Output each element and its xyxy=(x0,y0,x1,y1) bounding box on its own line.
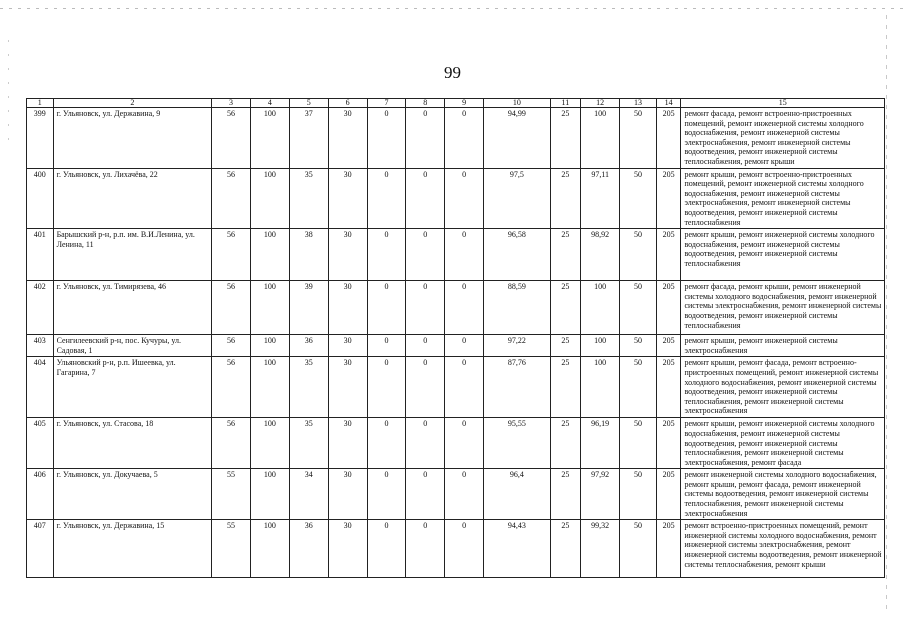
table-header-row xyxy=(27,99,885,108)
value-cell: 30 xyxy=(328,108,367,169)
value-cell: 25 xyxy=(550,520,581,578)
value-cell: 50 xyxy=(620,418,657,469)
value-cell: 34 xyxy=(289,469,328,520)
address-cell: г. Ульяновск, ул. Тимирязева, 46 xyxy=(53,281,212,335)
value-cell: 36 xyxy=(289,520,328,578)
column-header: 4 xyxy=(250,99,289,108)
table-row xyxy=(27,229,885,281)
value-cell: 50 xyxy=(620,335,657,357)
value-cell: 0 xyxy=(406,168,445,229)
value-cell: 0 xyxy=(445,281,484,335)
value-cell: 25 xyxy=(550,229,581,281)
value-cell: 56 xyxy=(212,108,251,169)
value-cell: 25 xyxy=(550,418,581,469)
value-cell: 0 xyxy=(406,335,445,357)
column-header: 6 xyxy=(328,99,367,108)
value-cell: 50 xyxy=(620,229,657,281)
address-cell: г. Ульяновск, ул. Лихачёва, 22 xyxy=(53,168,212,229)
value-cell: 0 xyxy=(367,520,406,578)
value-cell: 0 xyxy=(445,335,484,357)
value-cell: 56 xyxy=(212,281,251,335)
value-cell: 0 xyxy=(367,168,406,229)
value-cell: 30 xyxy=(328,229,367,281)
row-number-cell: 401 xyxy=(27,229,54,281)
value-cell: 0 xyxy=(406,281,445,335)
value-cell: 96,58 xyxy=(484,229,550,281)
value-cell: 97,5 xyxy=(484,168,550,229)
works-cell: ремонт фасада, ремонт встроенно-пристроенных помещений, ремонт инженерной системы холодного водоснабжения, ремонт инженерной системы электроснабжения, ремонт инженерной системы водоотведения, ремонт инженерной системы теплоснабжения, ремонт крыши xyxy=(681,108,885,169)
value-cell: 100 xyxy=(250,108,289,169)
row-number-cell: 406 xyxy=(27,469,54,520)
value-cell: 25 xyxy=(550,281,581,335)
works-cell: ремонт крыши, ремонт инженерной системы электроснабжения xyxy=(681,335,885,357)
table-row xyxy=(27,520,885,578)
value-cell: 0 xyxy=(406,418,445,469)
value-cell: 38 xyxy=(289,229,328,281)
address-cell: Сенгилеевский р-н, пос. Кучуры, ул. Садовая, 1 xyxy=(53,335,212,357)
value-cell: 0 xyxy=(406,357,445,418)
address-cell: Ульяновский р-н, р.п. Ишеевка, ул. Гагарина, 7 xyxy=(53,357,212,418)
value-cell: 37 xyxy=(289,108,328,169)
row-number-cell: 403 xyxy=(27,335,54,357)
value-cell: 30 xyxy=(328,281,367,335)
column-header: 8 xyxy=(406,99,445,108)
value-cell: 87,76 xyxy=(484,357,550,418)
value-cell: 0 xyxy=(367,418,406,469)
address-cell: г. Ульяновск, ул. Державина, 15 xyxy=(53,520,212,578)
value-cell: 30 xyxy=(328,357,367,418)
value-cell: 100 xyxy=(250,335,289,357)
value-cell: 39 xyxy=(289,281,328,335)
row-number-cell: 404 xyxy=(27,357,54,418)
row-number-cell: 399 xyxy=(27,108,54,169)
value-cell: 55 xyxy=(212,520,251,578)
value-cell: 100 xyxy=(250,281,289,335)
column-header: 9 xyxy=(445,99,484,108)
value-cell: 97,11 xyxy=(581,168,620,229)
value-cell: 25 xyxy=(550,469,581,520)
value-cell: 0 xyxy=(445,357,484,418)
value-cell: 50 xyxy=(620,357,657,418)
value-cell: 35 xyxy=(289,418,328,469)
value-cell: 100 xyxy=(250,229,289,281)
column-header: 14 xyxy=(656,99,681,108)
data-table xyxy=(26,98,885,578)
value-cell: 205 xyxy=(656,168,681,229)
table-row xyxy=(27,469,885,520)
value-cell: 50 xyxy=(620,168,657,229)
value-cell: 97,92 xyxy=(581,469,620,520)
value-cell: 205 xyxy=(656,281,681,335)
value-cell: 0 xyxy=(367,229,406,281)
value-cell: 0 xyxy=(406,520,445,578)
value-cell: 96,4 xyxy=(484,469,550,520)
column-header: 15 xyxy=(681,99,885,108)
value-cell: 50 xyxy=(620,108,657,169)
value-cell: 30 xyxy=(328,520,367,578)
column-header: 7 xyxy=(367,99,406,108)
value-cell: 94,99 xyxy=(484,108,550,169)
value-cell: 50 xyxy=(620,281,657,335)
value-cell: 205 xyxy=(656,520,681,578)
value-cell: 100 xyxy=(581,357,620,418)
table-row xyxy=(27,168,885,229)
scan-edge-right xyxy=(886,15,887,615)
value-cell: 100 xyxy=(581,335,620,357)
value-cell: 0 xyxy=(445,229,484,281)
row-number-cell: 402 xyxy=(27,281,54,335)
address-cell: г. Ульяновск, ул. Стасова, 18 xyxy=(53,418,212,469)
address-cell: Барышский р-н, р.п. им. В.И.Ленина, ул. Ленина, 11 xyxy=(53,229,212,281)
value-cell: 56 xyxy=(212,335,251,357)
value-cell: 0 xyxy=(367,357,406,418)
value-cell: 0 xyxy=(367,335,406,357)
value-cell: 0 xyxy=(406,229,445,281)
column-header: 1 xyxy=(27,99,54,108)
value-cell: 55 xyxy=(212,469,251,520)
works-cell: ремонт встроенно-пристроенных помещений, ремонт инженерной системы холодного водоснабжения, ремонт инженерной системы электроснабжения, ремонт инженерной системы водоотведения, ремонт инженерной системы теплоснабжения, ремонт крыши xyxy=(681,520,885,578)
table-row xyxy=(27,335,885,357)
row-number-cell: 405 xyxy=(27,418,54,469)
value-cell: 30 xyxy=(328,469,367,520)
value-cell: 100 xyxy=(250,469,289,520)
column-header: 3 xyxy=(212,99,251,108)
works-cell: ремонт крыши, ремонт встроенно-пристроенных помещений, ремонт инженерной системы холодного водоснабжения, ремонт инженерной системы электроснабжения, ремонт инженерной системы водоотведения, ремонт инженерной системы теплоснабжения xyxy=(681,168,885,229)
value-cell: 0 xyxy=(445,108,484,169)
value-cell: 36 xyxy=(289,335,328,357)
value-cell: 100 xyxy=(250,418,289,469)
column-header: 2 xyxy=(53,99,212,108)
value-cell: 30 xyxy=(328,418,367,469)
value-cell: 205 xyxy=(656,357,681,418)
value-cell: 98,92 xyxy=(581,229,620,281)
value-cell: 97,22 xyxy=(484,335,550,357)
value-cell: 0 xyxy=(445,168,484,229)
column-header: 12 xyxy=(581,99,620,108)
table-row xyxy=(27,418,885,469)
column-header: 10 xyxy=(484,99,550,108)
value-cell: 205 xyxy=(656,108,681,169)
value-cell: 99,32 xyxy=(581,520,620,578)
value-cell: 100 xyxy=(581,281,620,335)
column-header: 13 xyxy=(620,99,657,108)
value-cell: 100 xyxy=(250,168,289,229)
table-row xyxy=(27,108,885,169)
value-cell: 96,19 xyxy=(581,418,620,469)
address-cell: г. Ульяновск, ул. Докучаева, 5 xyxy=(53,469,212,520)
value-cell: 0 xyxy=(367,281,406,335)
table-body xyxy=(27,108,885,578)
address-cell: г. Ульяновск, ул. Державина, 9 xyxy=(53,108,212,169)
value-cell: 25 xyxy=(550,168,581,229)
value-cell: 56 xyxy=(212,418,251,469)
table-row xyxy=(27,357,885,418)
value-cell: 205 xyxy=(656,229,681,281)
value-cell: 0 xyxy=(445,520,484,578)
value-cell: 0 xyxy=(367,469,406,520)
value-cell: 88,59 xyxy=(484,281,550,335)
value-cell: 25 xyxy=(550,108,581,169)
value-cell: 94,43 xyxy=(484,520,550,578)
column-header: 5 xyxy=(289,99,328,108)
value-cell: 35 xyxy=(289,168,328,229)
value-cell: 100 xyxy=(250,357,289,418)
value-cell: 100 xyxy=(250,520,289,578)
value-cell: 205 xyxy=(656,335,681,357)
page-number: 99 xyxy=(444,63,461,82)
value-cell: 30 xyxy=(328,168,367,229)
value-cell: 0 xyxy=(445,469,484,520)
works-cell: ремонт крыши, ремонт фасада, ремонт встроенно-пристроенных помещений, ремонт инженерной системы холодного водоснабжения, ремонт инженерной системы водоотведения, ремонт инженерной системы теплоснабжения, ремонт инженерной системы электроснабжения xyxy=(681,357,885,418)
value-cell: 0 xyxy=(367,108,406,169)
value-cell: 25 xyxy=(550,335,581,357)
value-cell: 205 xyxy=(656,469,681,520)
row-number-cell: 407 xyxy=(27,520,54,578)
works-cell: ремонт инженерной системы холодного водоснабжения, ремонт крыши, ремонт фасада, ремонт инженерной системы водоотведения, ремонт инженерной системы теплоснабжения, ремонт инженерной системы электроснабжения xyxy=(681,469,885,520)
works-cell: ремонт крыши, ремонт инженерной системы холодного водоснабжения, ремонт инженерной системы водоотведения, ремонт инженерной системы теплоснабжения xyxy=(681,229,885,281)
column-header: 11 xyxy=(550,99,581,108)
row-number-cell: 400 xyxy=(27,168,54,229)
table-row xyxy=(27,281,885,335)
scan-edge-top xyxy=(0,8,905,9)
value-cell: 25 xyxy=(550,357,581,418)
value-cell: 56 xyxy=(212,229,251,281)
value-cell: 50 xyxy=(620,469,657,520)
works-cell: ремонт фасада, ремонт крыши, ремонт инженерной системы холодного водоснабжения, ремонт инженерной системы электроснабжения, ремонт инженерной системы водоотведения, ремонт инженерной системы теплоснабжения xyxy=(681,281,885,335)
value-cell: 35 xyxy=(289,357,328,418)
works-cell: ремонт крыши, ремонт инженерной системы холодного водоснабжения, ремонт инженерной системы водоотведения, ремонт инженерной системы теплоснабжения, ремонт инженерной системы электроснабжения, ремонт фасада xyxy=(681,418,885,469)
value-cell: 0 xyxy=(445,418,484,469)
value-cell: 50 xyxy=(620,520,657,578)
scan-edge-left xyxy=(8,40,9,140)
value-cell: 56 xyxy=(212,168,251,229)
value-cell: 95,55 xyxy=(484,418,550,469)
value-cell: 30 xyxy=(328,335,367,357)
value-cell: 56 xyxy=(212,357,251,418)
value-cell: 0 xyxy=(406,108,445,169)
value-cell: 0 xyxy=(406,469,445,520)
value-cell: 205 xyxy=(656,418,681,469)
value-cell: 100 xyxy=(581,108,620,169)
